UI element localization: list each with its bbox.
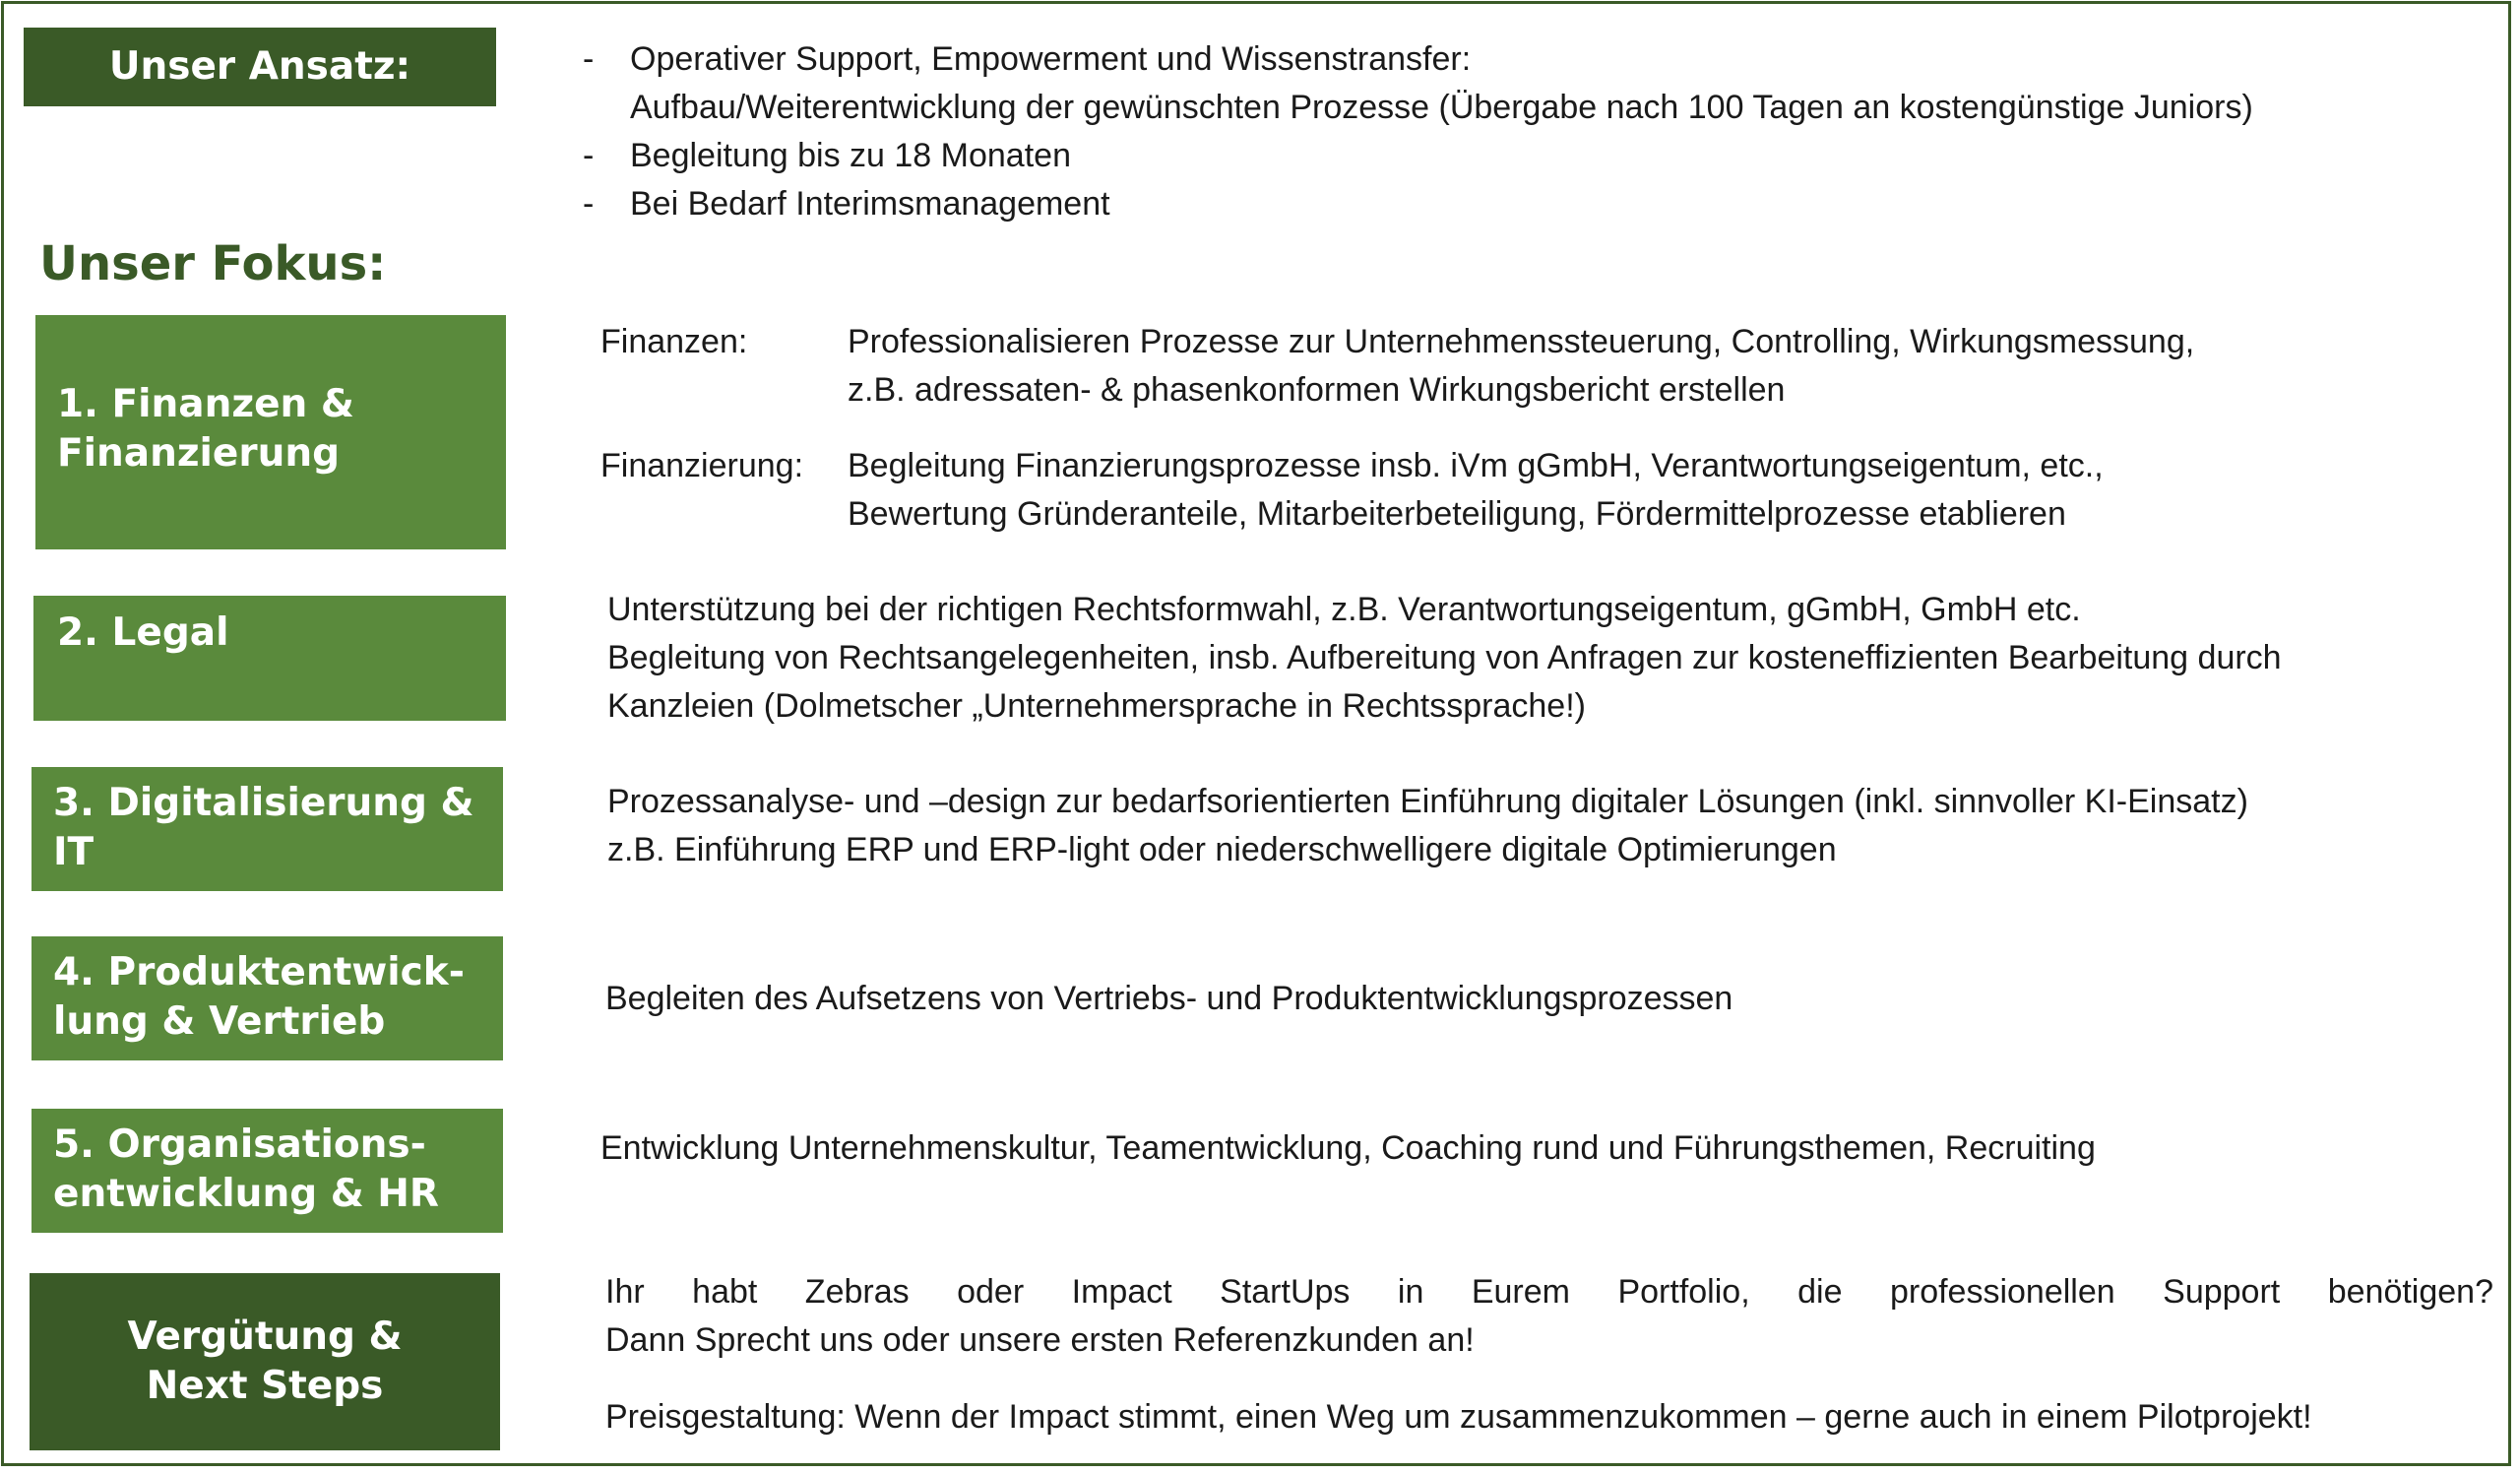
focus-box-digital — [32, 767, 503, 891]
focus-text: Professionalisieren Prozesse zur Unternehmenssteuerung, Controlling, Wirkungsmessung, — [848, 323, 2195, 360]
focus-text: Entwicklung Unternehmenskultur, Teamentwicklung, Coaching rund und Führungsthemen, Recruiting — [600, 1129, 2096, 1167]
bullet-text: Aufbau/Weiterentwicklung der gewünschten Prozesse (Übergabe nach 100 Tagen an kostengünstige Juniors) — [630, 89, 2253, 126]
bullet-dash: - — [583, 137, 595, 174]
bullet-dash: - — [583, 40, 595, 78]
bullet-text: Begleitung bis zu 18 Monaten — [630, 137, 1071, 174]
focus-box-finance — [35, 315, 506, 549]
focus-label-finance: 1. Finanzen & Finanzierung — [57, 382, 354, 476]
approach-label: Unser Ansatz: — [108, 44, 411, 89]
focus-text: Bewertung Gründeranteile, Mitarbeiterbeteiligung, Fördermittelprozesse etablieren — [848, 495, 2066, 533]
focus-text: Begleiten des Aufsetzens von Vertriebs- und Produktentwicklungsprozessen — [605, 980, 1733, 1017]
bullet-text: Bei Bedarf Interimsmanagement — [630, 185, 1110, 223]
focus-heading: Unser Fokus: — [39, 236, 387, 291]
next-steps-box — [30, 1273, 500, 1450]
focus-text: z.B. adressaten- & phasenkonformen Wirkungsbericht erstellen — [848, 371, 1786, 409]
focus-box-product — [32, 936, 503, 1060]
focus-text: Unterstützung bei der richtigen Rechtsformwahl, z.B. Verantwortungseigentum, gGmbH, GmbH etc. — [607, 591, 2081, 628]
bullet-text: Operativer Support, Empowerment und Wissenstransfer: — [630, 40, 1472, 78]
focus-box-org — [32, 1109, 503, 1233]
focus-label-product: 4. Produktentwick- lung & Vertrieb — [53, 950, 465, 1044]
approach-label-box — [24, 28, 496, 106]
next-steps-line-2: Dann Sprecht uns oder unsere ersten Referenzkunden an! — [605, 1321, 1475, 1359]
focus-text: Begleitung von Rechtsangelegenheiten, insb. Aufbereitung von Anfragen zur kosteneffizienten Bearbeitung durch — [607, 639, 2282, 676]
term-finanzen: Finanzen: — [600, 323, 748, 360]
focus-text: Prozessanalyse- und –design zur bedarfsorientierten Einführung digitaler Lösungen (inkl. sinnvoller KI-Einsatz) — [607, 783, 2248, 820]
focus-label-legal: 2. Legal — [57, 610, 229, 655]
next-steps-line-3: Preisgestaltung: Wenn der Impact stimmt, einen Weg um zusammenzukommen – gerne auch in einem Pilotprojekt! — [605, 1398, 2312, 1436]
bullet-dash: - — [583, 185, 595, 223]
focus-box-legal — [33, 596, 506, 721]
term-finanzierung: Finanzierung: — [600, 447, 804, 484]
focus-text: Begleitung Finanzierungsprozesse insb. iVm gGmbH, Verantwortungseigentum, etc., — [848, 447, 2104, 484]
focus-text: Kanzleien (Dolmetscher „Unternehmersprache in Rechtssprache!) — [607, 687, 1586, 725]
page-frame — [1, 1, 2511, 1466]
next-steps-line-1: Ihr habt Zebras oder Impact StartUps in Eurem Portfolio, die professionellen Support benötigen? — [605, 1273, 2493, 1311]
next-steps-label: Vergütung & Next Steps — [127, 1314, 403, 1408]
focus-label-org: 5. Organisations- entwicklung & HR — [53, 1122, 439, 1216]
focus-label-digital: 3. Digitalisierung & IT — [53, 781, 474, 874]
focus-text: z.B. Einführung ERP und ERP-light oder niederschwelligere digitale Optimierungen — [607, 831, 1837, 868]
